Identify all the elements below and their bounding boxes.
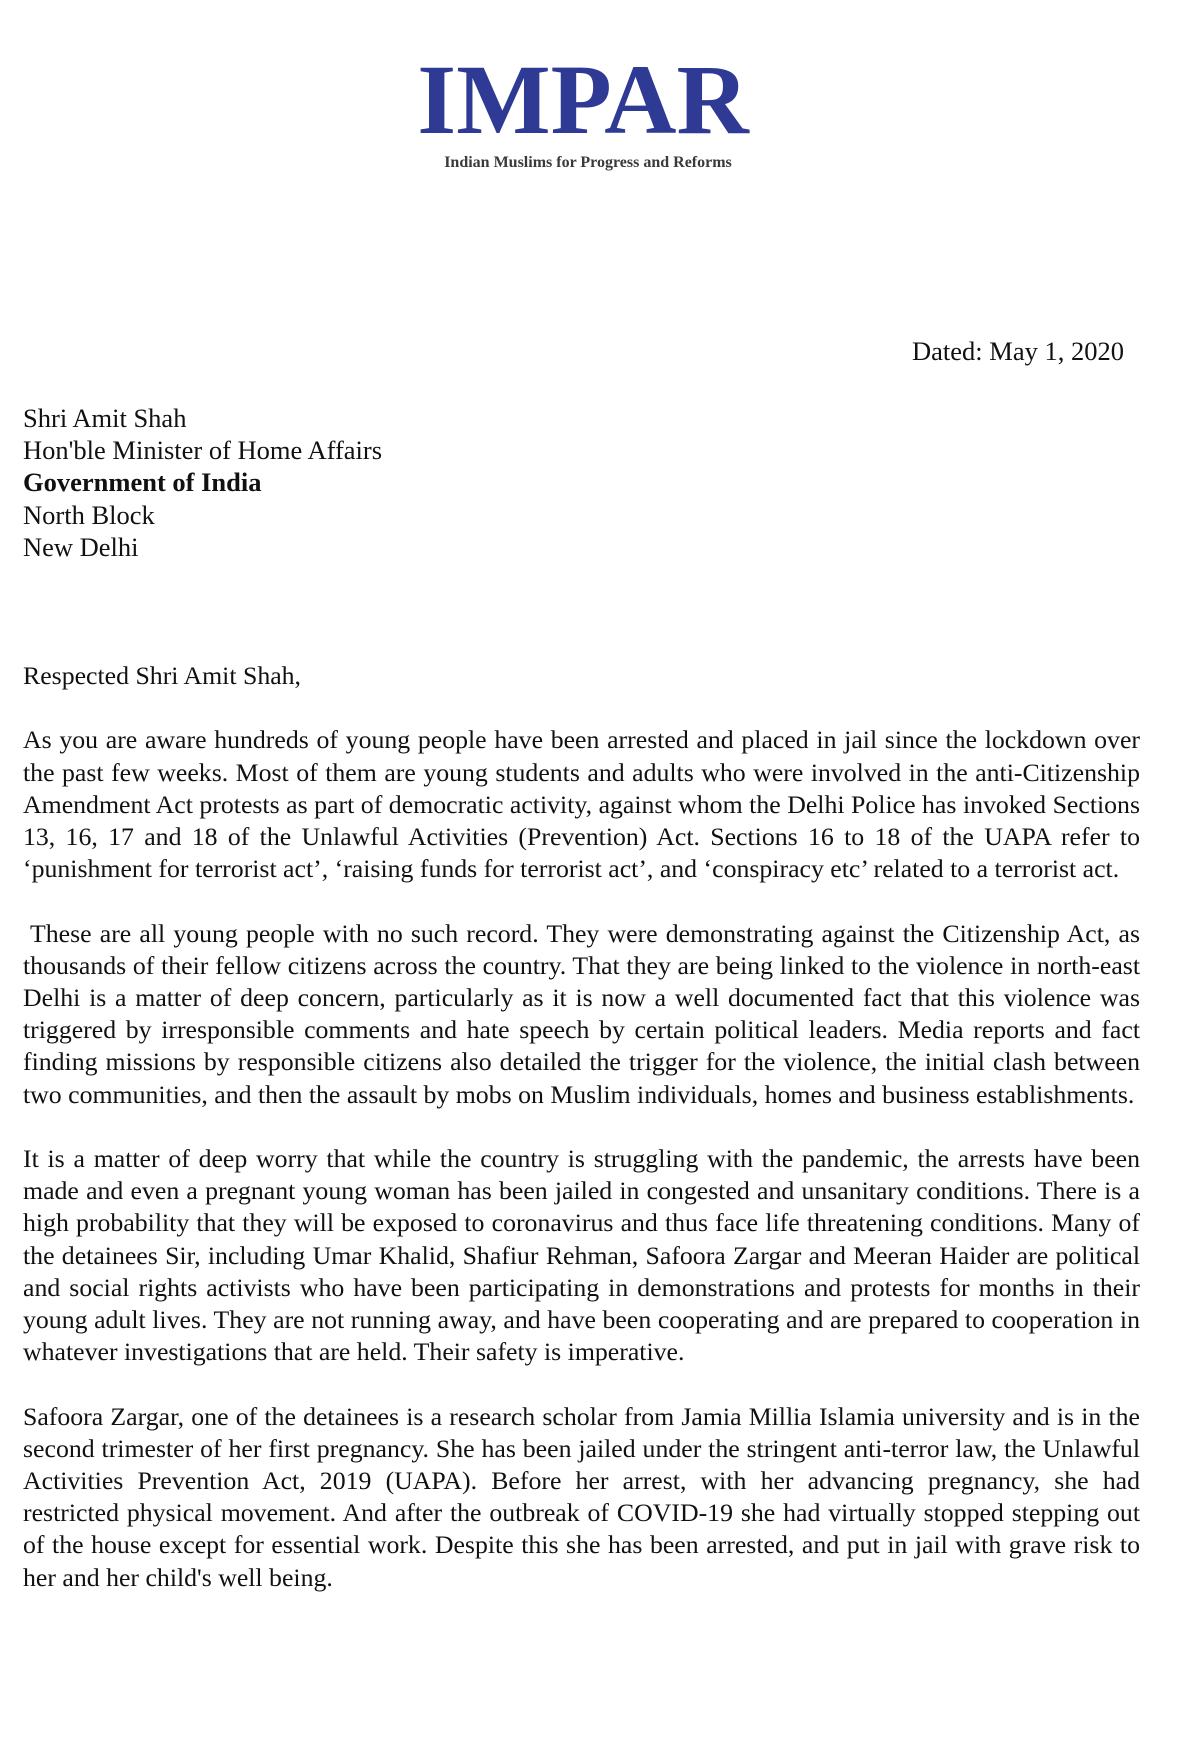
impar-logo: IMPAR xyxy=(417,44,749,155)
recipient-building: North Block xyxy=(23,499,155,530)
letter-body xyxy=(23,660,1140,1626)
recipient-city: New Delhi xyxy=(23,531,139,562)
paragraph-3: It is a matter of deep worry that while the country is struggling with the pandemic, the arrests have been made and even a pregnant young woman has been jailed in congested and unsanitary conditions. There is a high probability that they will be exposed to coronavirus and thus face life threatening conditions. Many of the detainees Sir, including Umar Khalid, Shafiur Rehman, Safoora Zargar and Meeran Haider are political and social rights activists who have been participating in demonstrations and protests for months in their young adult lives. They are not running away, and have been cooperating and are prepared to cooperation in whatever investigations that are held. Their safety is imperative. xyxy=(23,1144,1140,1367)
recipient-title: Hon'ble Minister of Home Affairs xyxy=(23,435,383,466)
letter-date: Dated: May 1, 2020 xyxy=(912,336,1124,366)
letterhead xyxy=(0,44,1166,172)
logo-tagline: Indian Muslims for Progress and Reforms xyxy=(444,154,732,171)
paragraph-4: Safoora Zargar, one of the detainees is a research scholar from Jamia Millia Islamia university and is in the second trimester of her first pregnancy. She has been jailed under the stringent anti-terror law, the Unlawful Activities Prevention Act, 2019 (UAPA). Before her arrest, with her advancing pregnancy, she had restricted physical movement. And after the outbreak of COVID-19 she had virtually stopped stepping out of the house except for essential work. Despite this she has been arrested, and put in jail with grave risk to her and her child's well being. xyxy=(23,1401,1140,1592)
salutation: Respected Shri Amit Shah, xyxy=(23,661,302,690)
paragraph-2 xyxy=(23,918,1140,1111)
recipient-name: Shri Amit Shah xyxy=(23,403,187,433)
paragraph-1: As you are aware hundreds of young people have been arrested and placed in jail since the lockdown over the past few weeks. Most of them are young students and adults who were involved in the anti-Citizenship Amendment Act protests as part of democratic activity, against whom the Delhi Police has invoked Sections 13, 16, 17 and 18 of the Unlawful Activities (Prevention) Act. Sections 16 to 18 of the UAPA refer to ‘punishment for terrorist act’, ‘raising funds for terrorist act’, and ‘conspiracy etc’ related to a terrorist act. xyxy=(23,725,1140,884)
recipient-address xyxy=(23,402,382,563)
recipient-organization: Government of India xyxy=(23,467,262,498)
paragraph-2-text: These are all young people with no such record. They were demonstrating against the Citizenship Act, as thousands of their fellow citizens across the country. That they are being linked to the violence in north-east Delhi is a matter of deep concern, particularly as it is now a well documented fact that this violence was triggered by irresponsible comments and hate speech by certain political leaders. Media reports and fact finding missions by responsible citizens also detailed the trigger for the violence, the initial clash between two communities, and then the assault by mobs on Muslim individuals, homes and business establishments. xyxy=(23,918,1140,1109)
